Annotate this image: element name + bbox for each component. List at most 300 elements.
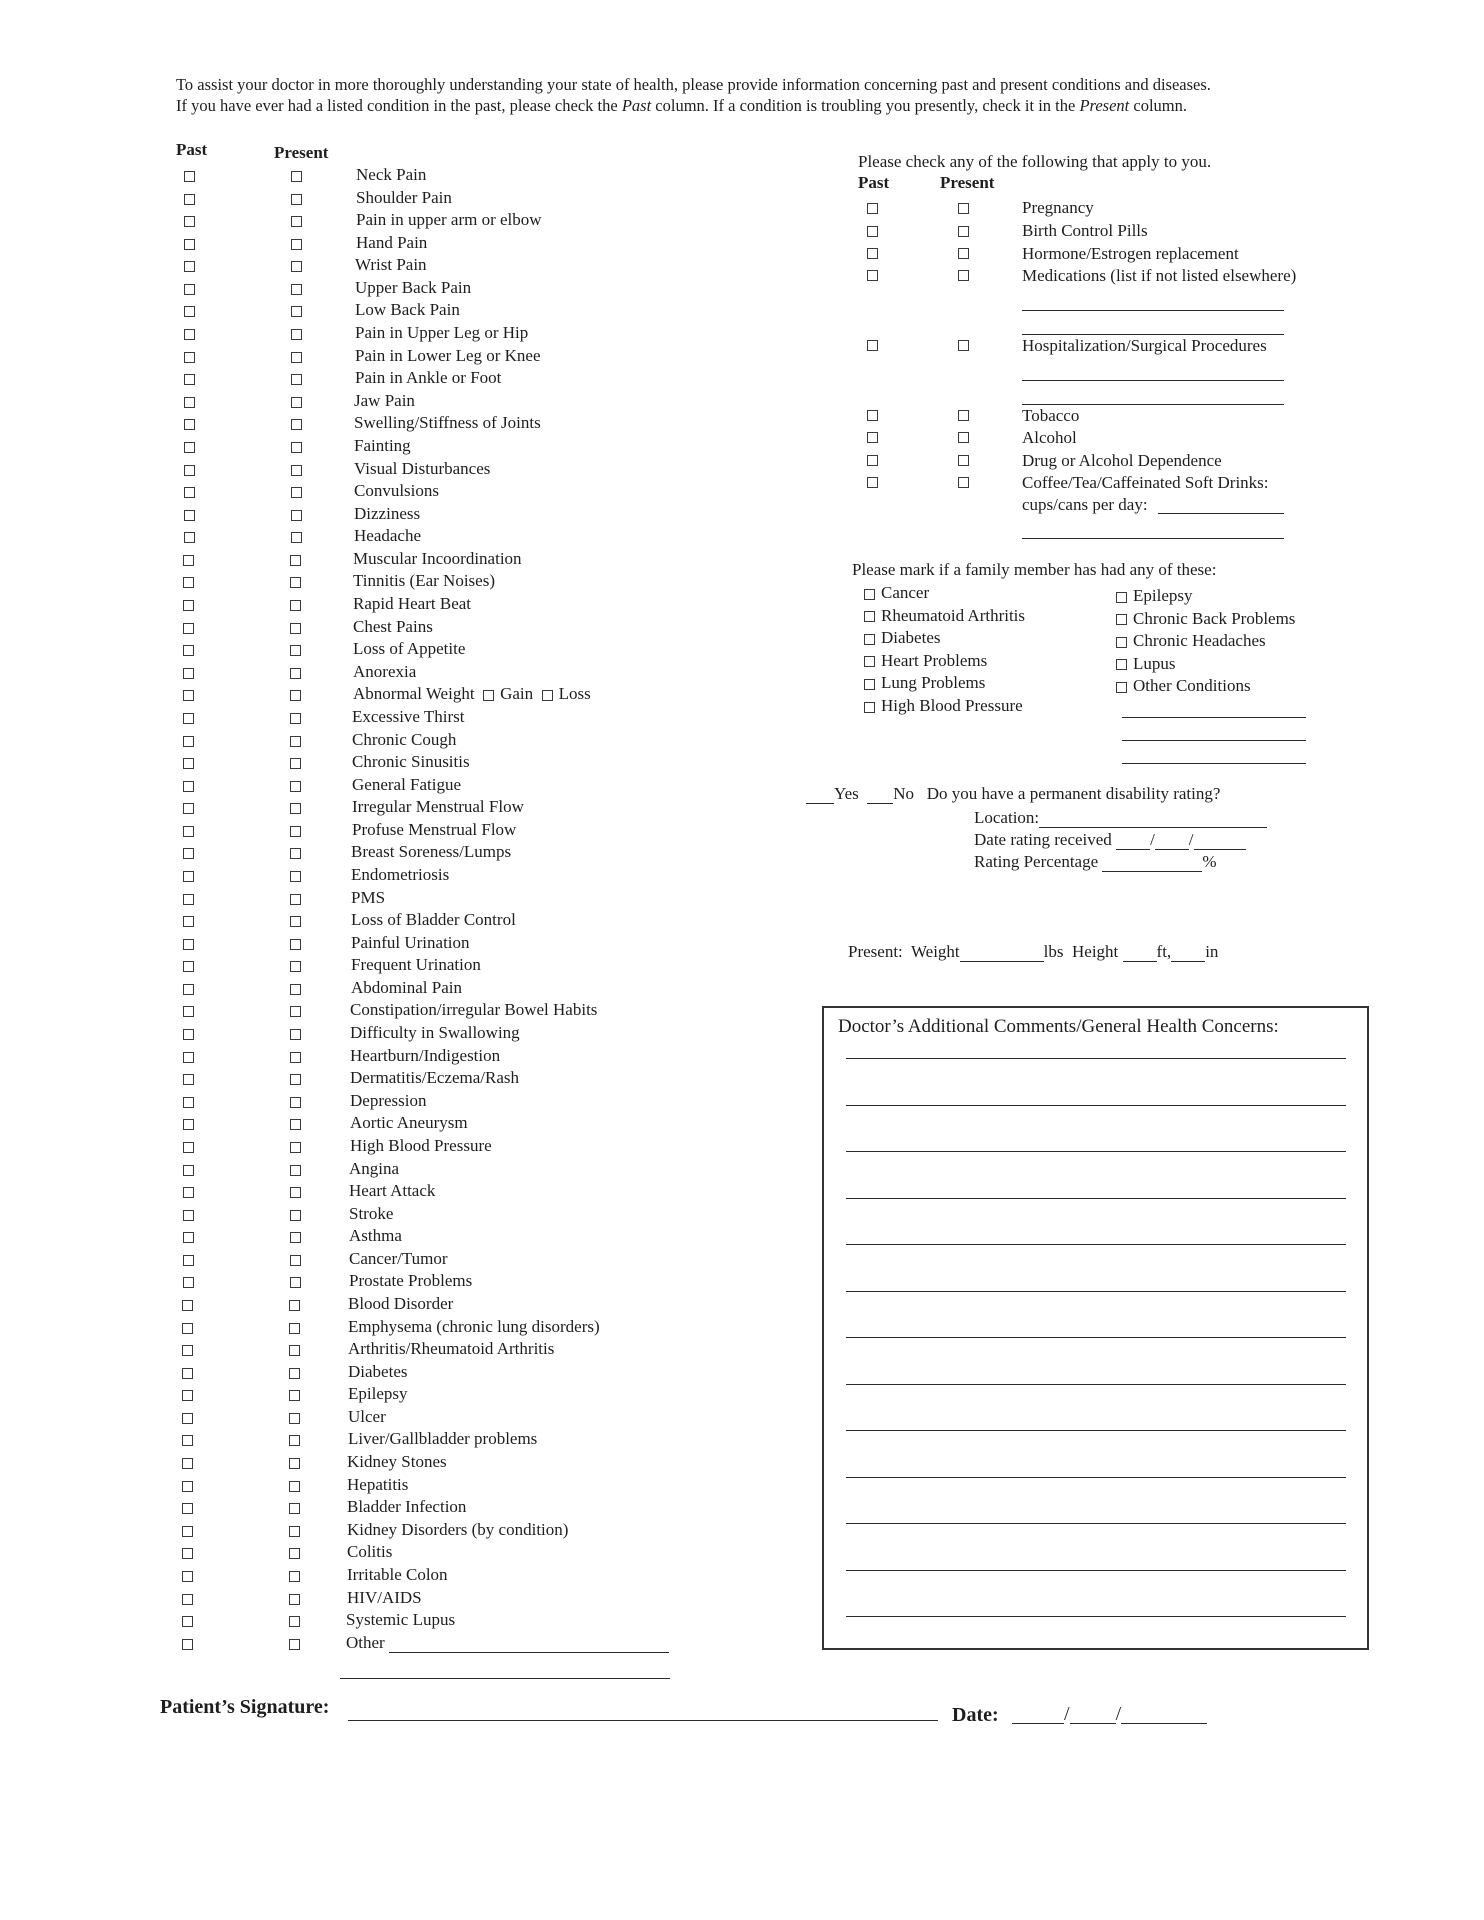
family-checkbox[interactable]	[864, 611, 875, 622]
present-checkbox[interactable]	[289, 1300, 300, 1311]
present-checkbox[interactable]	[290, 1029, 301, 1040]
hospitalization-line-1[interactable]	[1022, 380, 1284, 381]
alcohol-past-checkbox[interactable]	[867, 432, 878, 443]
other-condition-line-2[interactable]	[340, 1678, 670, 1679]
present-checkbox[interactable]	[289, 1571, 300, 1582]
condition-label: Bladder Infection	[347, 1497, 467, 1517]
condition-label: Diabetes	[348, 1361, 408, 1381]
present-checkbox[interactable]	[291, 510, 302, 521]
past-checkbox[interactable]	[184, 306, 195, 317]
past-checkbox[interactable]	[183, 1052, 194, 1063]
condition-label: Fainting	[354, 435, 411, 455]
condition-label: Anorexia	[353, 661, 417, 681]
birth-control-present-checkbox[interactable]	[958, 226, 969, 237]
present-checkbox[interactable]	[290, 600, 301, 611]
past-checkbox[interactable]	[183, 1074, 194, 1085]
hormone-present-checkbox[interactable]	[958, 248, 969, 259]
present-checkbox[interactable]	[290, 1277, 301, 1288]
past-checkbox[interactable]	[184, 352, 195, 363]
date-received-day[interactable]	[1155, 833, 1189, 850]
comment-line[interactable]	[846, 1151, 1346, 1152]
past-checkbox[interactable]	[182, 1639, 193, 1650]
present-checkbox[interactable]	[291, 306, 302, 317]
past-checkbox[interactable]	[184, 329, 195, 340]
date-received-year[interactable]	[1194, 833, 1246, 850]
condition-label: Arthritis/Rheumatoid Arthritis	[348, 1339, 555, 1359]
present-checkbox[interactable]	[290, 1006, 301, 1017]
present-checkbox[interactable]	[289, 1503, 300, 1514]
present-checkbox[interactable]	[289, 1458, 300, 1469]
present-checkbox[interactable]	[290, 1074, 301, 1085]
family-checkbox[interactable]	[1116, 637, 1127, 648]
present-checkbox[interactable]	[290, 645, 301, 656]
present-checkbox[interactable]	[290, 623, 301, 634]
condition-label: Chest Pains	[353, 616, 433, 636]
condition-label: Convulsions	[354, 481, 440, 501]
present-checkbox[interactable]	[289, 1526, 300, 1537]
coffee-label: Coffee/Tea/Caffeinated Soft Drinks:	[1022, 473, 1269, 492]
past-checkbox[interactable]	[184, 532, 195, 543]
medications-line-1[interactable]	[1022, 310, 1284, 311]
weight-field[interactable]	[960, 945, 1044, 962]
condition-label: Upper Back Pain	[355, 277, 472, 297]
present-checkbox[interactable]	[291, 284, 302, 295]
past-checkbox[interactable]	[182, 1435, 193, 1446]
present-checkbox[interactable]	[290, 713, 301, 724]
condition-label: Angina	[349, 1158, 400, 1178]
present-checkbox[interactable]	[290, 984, 301, 995]
signature-line[interactable]	[348, 1720, 938, 1721]
present-checkbox[interactable]	[291, 465, 302, 476]
past-checkbox[interactable]	[183, 1210, 194, 1221]
family-checkbox[interactable]	[864, 589, 875, 600]
family-checkbox[interactable]	[864, 702, 875, 713]
condition-label: High Blood Pressure	[350, 1135, 492, 1155]
present-checkbox[interactable]	[290, 690, 301, 701]
pregnancy-label: Pregnancy	[1022, 198, 1094, 217]
past-checkbox[interactable]	[184, 487, 195, 498]
present-checkbox[interactable]	[290, 916, 301, 927]
present-checkbox[interactable]	[291, 261, 302, 272]
condition-label: Systemic Lupus	[346, 1610, 456, 1630]
birth-control-label: Birth Control Pills	[1022, 221, 1148, 240]
condition-label: Difficulty in Swallowing	[350, 1023, 520, 1043]
family-item: Cancer	[864, 583, 929, 603]
family-item: High Blood Pressure	[864, 696, 1023, 716]
coffee-past-checkbox[interactable]	[867, 477, 878, 488]
condition-label: Low Back Pain	[355, 300, 460, 320]
condition-label: Excessive Thirst	[352, 706, 465, 726]
past-checkbox[interactable]	[183, 1097, 194, 1108]
drug-present-checkbox[interactable]	[958, 455, 969, 466]
present-checkbox[interactable]	[289, 1413, 300, 1424]
present-checkbox[interactable]	[291, 329, 302, 340]
present-checkbox[interactable]	[291, 419, 302, 430]
comment-line[interactable]	[846, 1291, 1346, 1292]
past-checkbox[interactable]	[184, 261, 195, 272]
condition-label: Profuse Menstrual Flow	[352, 819, 517, 839]
condition-label: Prostate Problems	[349, 1271, 473, 1291]
present-checkbox[interactable]	[289, 1616, 300, 1627]
present-checkbox[interactable]	[290, 781, 301, 792]
tobacco-present-checkbox[interactable]	[958, 410, 969, 421]
past-checkbox[interactable]	[182, 1571, 193, 1582]
past-checkbox[interactable]	[183, 758, 194, 769]
condition-label: Swelling/Stiffness of Joints	[354, 413, 541, 433]
medications-present-checkbox[interactable]	[958, 270, 969, 281]
date-received-month[interactable]	[1116, 833, 1150, 850]
past-checkbox[interactable]	[183, 1119, 194, 1130]
condition-label: Pain in Ankle or Foot	[355, 368, 502, 388]
family-checkbox[interactable]	[1116, 682, 1127, 693]
family-checkbox[interactable]	[1116, 614, 1127, 625]
present-checkbox[interactable]	[290, 961, 301, 972]
comment-line[interactable]	[846, 1105, 1346, 1106]
disability-yes-blank[interactable]	[806, 787, 834, 804]
past-checkbox[interactable]	[182, 1413, 193, 1424]
past-checkbox[interactable]	[182, 1390, 193, 1401]
drug-label: Drug or Alcohol Dependence	[1022, 451, 1222, 470]
family-item: Heart Problems	[864, 651, 987, 671]
past-checkbox[interactable]	[182, 1458, 193, 1469]
past-checkbox[interactable]	[184, 239, 195, 250]
condition-label: Blood Disorder	[348, 1294, 454, 1313]
other-condition-field[interactable]	[389, 1636, 669, 1653]
hospitalization-past-checkbox[interactable]	[867, 340, 878, 351]
past-checkbox[interactable]	[184, 442, 195, 453]
doctor-comments-box[interactable]	[822, 1006, 1369, 1650]
present-checkbox[interactable]	[291, 487, 302, 498]
condition-label: Other	[346, 1633, 669, 1653]
present-checkbox[interactable]	[289, 1548, 300, 1559]
present-checkbox[interactable]	[289, 1594, 300, 1605]
condition-label: Liver/Gallbladder problems	[348, 1429, 538, 1449]
present-checkbox[interactable]	[290, 803, 301, 814]
condition-label: Abnormal Weight Gain Loss	[353, 684, 591, 704]
comment-line[interactable]	[846, 1430, 1346, 1431]
hospitalization-label: Hospitalization/Surgical Procedures	[1022, 336, 1267, 355]
coffee-extra-line[interactable]	[1022, 538, 1284, 539]
family-other-line-3[interactable]	[1122, 763, 1306, 764]
past-checkbox[interactable]	[183, 1232, 194, 1243]
disability-date-row: Date rating received / /	[974, 830, 1246, 850]
past-checkbox[interactable]	[183, 848, 194, 859]
rating-percentage-field[interactable]	[1102, 855, 1202, 872]
past-checkbox[interactable]	[182, 1300, 193, 1311]
disability-yes-label: Yes	[834, 784, 859, 803]
comment-line[interactable]	[846, 1523, 1346, 1524]
past-checkbox[interactable]	[183, 555, 194, 566]
weight-gain-label: Gain	[500, 684, 534, 704]
disability-percentage-row: Rating Percentage %	[974, 852, 1217, 871]
comment-line[interactable]	[846, 1477, 1346, 1478]
present-checkbox[interactable]	[289, 1390, 300, 1401]
date-label: Date:	[952, 1704, 999, 1726]
past-checkbox[interactable]	[183, 1165, 194, 1176]
condition-label: Heart Attack	[349, 1181, 436, 1201]
comment-line[interactable]	[846, 1570, 1346, 1571]
weight-loss-label: Loss	[558, 684, 591, 704]
signature-date-year[interactable]	[1121, 1707, 1207, 1724]
past-checkbox[interactable]	[183, 961, 194, 972]
past-checkbox[interactable]	[183, 826, 194, 837]
present-checkbox[interactable]	[290, 1232, 301, 1243]
left-past-header: Past	[176, 140, 208, 159]
past-checkbox[interactable]	[183, 894, 194, 905]
drug-past-checkbox[interactable]	[867, 455, 878, 466]
condition-label: Dizziness	[354, 503, 421, 523]
condition-label: Breast Soreness/Lumps	[351, 842, 512, 862]
coffee-present-checkbox[interactable]	[958, 477, 969, 488]
right-present-header: Present	[940, 173, 995, 192]
condition-label: Irritable Colon	[347, 1564, 448, 1584]
past-checkbox[interactable]	[182, 1616, 193, 1627]
past-checkbox[interactable]	[183, 984, 194, 995]
present-checkbox[interactable]	[290, 894, 301, 905]
family-checkbox[interactable]	[864, 656, 875, 667]
present-checkbox[interactable]	[291, 239, 302, 250]
medications-label: Medications (list if not listed elsewhere)	[1022, 266, 1297, 285]
past-checkbox[interactable]	[183, 645, 194, 656]
family-item: Lung Problems	[864, 673, 985, 693]
alcohol-label: Alcohol	[1022, 428, 1077, 447]
condition-label: Frequent Urination	[351, 955, 481, 975]
condition-label: Constipation/irregular Bowel Habits	[350, 1000, 598, 1020]
condition-label: Hepatitis	[347, 1474, 409, 1494]
condition-label: Shoulder Pain	[356, 187, 452, 207]
pregnancy-present-checkbox[interactable]	[958, 203, 969, 214]
condition-label: Emphysema (chronic lung disorders)	[348, 1316, 600, 1336]
condition-label: Chronic Cough	[352, 729, 457, 749]
family-item: Other Conditions	[1116, 676, 1251, 696]
disability-question-row	[806, 784, 1220, 804]
family-checkbox[interactable]	[1116, 659, 1127, 670]
signature-date-day[interactable]	[1070, 1707, 1116, 1724]
present-checkbox[interactable]	[290, 1165, 301, 1176]
present-checkbox[interactable]	[290, 1142, 301, 1153]
present-checkbox[interactable]	[289, 1481, 300, 1492]
past-checkbox[interactable]	[183, 1006, 194, 1017]
present-checkbox[interactable]	[290, 826, 301, 837]
condition-label: Kidney Stones	[347, 1452, 447, 1472]
present-checkbox[interactable]	[289, 1368, 300, 1379]
cups-per-day-line[interactable]	[1158, 513, 1284, 514]
tobacco-label: Tobacco	[1022, 406, 1080, 425]
condition-label: Stroke	[349, 1203, 394, 1223]
present-checkbox[interactable]	[291, 216, 302, 227]
medications-line-2[interactable]	[1022, 334, 1284, 335]
past-checkbox[interactable]	[184, 374, 195, 385]
hospitalization-line-2[interactable]	[1022, 404, 1284, 405]
cups-label: cups/cans per day:	[1022, 495, 1148, 514]
present-checkbox[interactable]	[290, 1119, 301, 1130]
past-checkbox[interactable]	[183, 623, 194, 634]
condition-label: Depression	[350, 1090, 427, 1110]
signature-date-fields: / /	[1012, 1704, 1207, 1724]
present-checkbox[interactable]	[290, 668, 301, 679]
past-checkbox[interactable]	[182, 1368, 193, 1379]
past-checkbox[interactable]	[183, 1029, 194, 1040]
past-checkbox[interactable]	[182, 1345, 193, 1356]
present-checkbox[interactable]	[290, 871, 301, 882]
weight-loss-checkbox[interactable]	[542, 690, 553, 701]
past-checkbox[interactable]	[182, 1548, 193, 1559]
condition-label: General Fatigue	[352, 774, 462, 794]
birth-control-past-checkbox[interactable]	[867, 226, 878, 237]
past-checkbox[interactable]	[183, 1142, 194, 1153]
past-checkbox[interactable]	[182, 1323, 193, 1334]
past-checkbox[interactable]	[184, 171, 195, 182]
condition-label: Painful Urination	[351, 932, 470, 952]
condition-label: Endometriosis	[351, 864, 450, 884]
present-checkbox[interactable]	[290, 1052, 301, 1063]
past-checkbox[interactable]	[183, 939, 194, 950]
condition-label: Neck Pain	[356, 165, 427, 184]
past-checkbox[interactable]	[183, 916, 194, 927]
location-field[interactable]	[1039, 811, 1267, 828]
past-checkbox[interactable]	[183, 1187, 194, 1198]
family-checkbox[interactable]	[864, 679, 875, 690]
past-checkbox[interactable]	[182, 1526, 193, 1537]
family-other-line-2[interactable]	[1122, 740, 1306, 741]
past-checkbox[interactable]	[183, 736, 194, 747]
past-checkbox[interactable]	[183, 803, 194, 814]
weight-gain-checkbox[interactable]	[483, 690, 494, 701]
apply-title: Please check any of the following that apply to you.	[858, 152, 1212, 171]
disability-no-label: No	[893, 784, 915, 803]
comment-line[interactable]	[846, 1058, 1346, 1059]
comment-line[interactable]	[846, 1198, 1346, 1199]
past-checkbox[interactable]	[182, 1481, 193, 1492]
past-checkbox[interactable]	[184, 216, 195, 227]
condition-label: Irregular Menstrual Flow	[352, 797, 524, 817]
comment-line[interactable]	[846, 1337, 1346, 1338]
past-checkbox[interactable]	[184, 284, 195, 295]
past-checkbox[interactable]	[182, 1594, 193, 1605]
past-checkbox[interactable]	[184, 397, 195, 408]
present-checkbox[interactable]	[290, 848, 301, 859]
condition-label: Loss of Bladder Control	[351, 910, 516, 930]
present-checkbox[interactable]	[291, 374, 302, 385]
present-checkbox[interactable]	[290, 736, 301, 747]
present-checkbox[interactable]	[290, 577, 301, 588]
family-item: Lupus	[1116, 654, 1176, 674]
tobacco-past-checkbox[interactable]	[867, 410, 878, 421]
comment-line[interactable]	[846, 1384, 1346, 1385]
height-ft-field[interactable]	[1123, 945, 1157, 962]
present-checkbox[interactable]	[289, 1435, 300, 1446]
hormone-past-checkbox[interactable]	[867, 248, 878, 259]
condition-label: Headache	[354, 526, 422, 546]
past-checkbox[interactable]	[183, 1255, 194, 1266]
vitals-row: Present: Weight lbs Height ft, in	[848, 942, 1219, 961]
intro-line-2: If you have ever had a listed condition in the past, please check the Past column. If a condition is troubling you presently, check it in the Present column.	[176, 96, 1188, 115]
condition-label: Rapid Heart Beat	[353, 594, 472, 614]
condition-label: Pain in upper arm or elbow	[356, 210, 542, 230]
past-checkbox[interactable]	[183, 690, 194, 701]
family-item: Rheumatoid Arthritis	[864, 606, 1025, 626]
alcohol-present-checkbox[interactable]	[958, 432, 969, 443]
past-checkbox[interactable]	[182, 1503, 193, 1514]
past-checkbox[interactable]	[184, 465, 195, 476]
pregnancy-past-checkbox[interactable]	[867, 203, 878, 214]
intro-text	[176, 74, 1356, 116]
past-checkbox[interactable]	[184, 419, 195, 430]
present-checkbox[interactable]	[290, 1255, 301, 1266]
condition-label: Hand Pain	[356, 232, 428, 252]
family-item: Diabetes	[864, 628, 940, 648]
hospitalization-present-checkbox[interactable]	[958, 340, 969, 351]
present-checkbox[interactable]	[291, 194, 302, 205]
family-title: Please mark if a family member has had any of these:	[852, 560, 1217, 579]
present-checkbox[interactable]	[290, 1097, 301, 1108]
condition-label: Chronic Sinusitis	[352, 752, 470, 772]
right-past-header: Past	[858, 173, 890, 192]
past-checkbox[interactable]	[183, 871, 194, 882]
past-checkbox[interactable]	[184, 510, 195, 521]
present-checkbox[interactable]	[290, 555, 301, 566]
family-item: Chronic Back Problems	[1116, 609, 1295, 629]
disability-question: Do you have a permanent disability rating?	[926, 784, 1221, 803]
condition-label: HIV/AIDS	[347, 1587, 422, 1607]
present-checkbox[interactable]	[290, 758, 301, 769]
height-in-field[interactable]	[1171, 945, 1205, 962]
comment-line[interactable]	[846, 1616, 1346, 1617]
condition-label: Cancer/Tumor	[349, 1248, 448, 1268]
present-checkbox[interactable]	[291, 397, 302, 408]
past-checkbox[interactable]	[183, 668, 194, 679]
condition-label: Pain in Lower Leg or Knee	[355, 345, 541, 365]
past-checkbox[interactable]	[183, 713, 194, 724]
family-item: Chronic Headaches	[1116, 631, 1266, 651]
past-checkbox[interactable]	[183, 600, 194, 611]
condition-label: Kidney Disorders (by condition)	[347, 1519, 569, 1539]
present-checkbox[interactable]	[290, 939, 301, 950]
present-checkbox[interactable]	[291, 442, 302, 453]
family-other-line-1[interactable]	[1122, 717, 1306, 718]
present-checkbox[interactable]	[289, 1639, 300, 1650]
left-present-header: Present	[274, 143, 329, 162]
hormone-label: Hormone/Estrogen replacement	[1022, 244, 1239, 263]
signature-date-month[interactable]	[1012, 1707, 1064, 1724]
present-checkbox[interactable]	[290, 1187, 301, 1198]
condition-label: Asthma	[349, 1226, 402, 1246]
present-checkbox[interactable]	[291, 171, 302, 182]
past-checkbox[interactable]	[183, 577, 194, 588]
past-checkbox[interactable]	[183, 781, 194, 792]
family-checkbox[interactable]	[864, 634, 875, 645]
family-checkbox[interactable]	[1116, 592, 1127, 603]
present-checkbox[interactable]	[289, 1323, 300, 1334]
present-checkbox[interactable]	[291, 532, 302, 543]
doctor-comments-title: Doctor’s Additional Comments/General Health Concerns:	[838, 1016, 1279, 1037]
medications-past-checkbox[interactable]	[867, 270, 878, 281]
condition-label: Loss of Appetite	[353, 639, 466, 659]
present-checkbox[interactable]	[290, 1210, 301, 1221]
condition-label: Pain in Upper Leg or Hip	[355, 323, 529, 343]
present-checkbox[interactable]	[289, 1345, 300, 1356]
condition-label: Abdominal Pain	[351, 977, 462, 997]
present-checkbox[interactable]	[291, 352, 302, 363]
condition-label: PMS	[351, 887, 386, 907]
comment-line[interactable]	[846, 1244, 1346, 1245]
past-checkbox[interactable]	[184, 194, 195, 205]
signature-label: Patient’s Signature:	[160, 1696, 330, 1718]
condition-label: Ulcer	[348, 1406, 386, 1426]
family-item: Epilepsy	[1116, 586, 1193, 606]
past-checkbox[interactable]	[183, 1277, 194, 1288]
disability-no-blank[interactable]	[867, 787, 893, 804]
